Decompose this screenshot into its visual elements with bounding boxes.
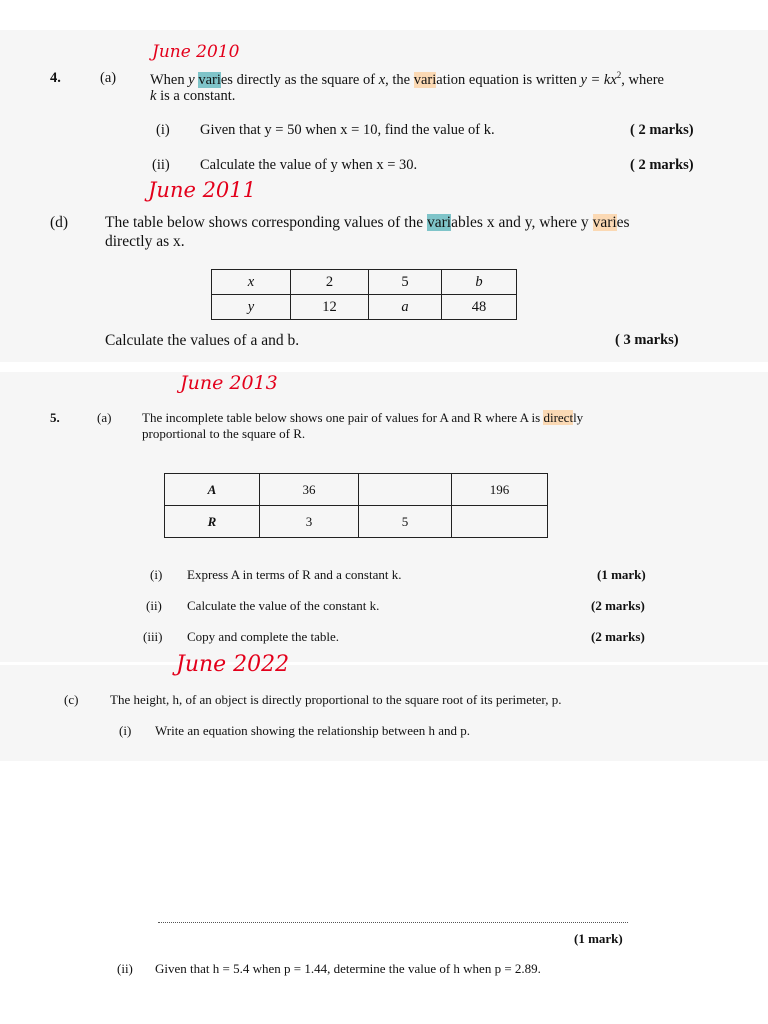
- answer-dotted-line[interactable]: [158, 922, 628, 923]
- q5c-i-label: (i): [119, 723, 132, 738]
- year-label-june-2011: June 2011: [148, 178, 257, 202]
- q4d-line1: [105, 214, 630, 232]
- table-cell: 196: [452, 474, 548, 506]
- q5-ii-marks: (2 marks): [591, 598, 645, 613]
- q4d-w3: es: [616, 214, 630, 231]
- highlight-vari-4: vari: [592, 214, 617, 231]
- q4a-k: k: [150, 88, 157, 104]
- q5-i-text: Express A in terms of R and a constant k.: [187, 567, 402, 582]
- table-cell: A: [165, 474, 260, 506]
- table-cell: R: [165, 506, 260, 538]
- highlight-direct: direct: [543, 410, 574, 425]
- q4-i-text: Given that y = 50 when x = 10, find the value of k.: [200, 122, 495, 138]
- q5-i-marks: (1 mark): [597, 567, 646, 582]
- year-label-june-2022: June 2022: [176, 652, 290, 677]
- q4d-line2: directly as x.: [105, 233, 185, 250]
- table-cell: [359, 474, 452, 506]
- q5c-ii-label: (ii): [117, 961, 133, 976]
- year-label-june-2010: June 2010: [152, 42, 240, 62]
- q4-ii-marks: ( 2 marks): [630, 157, 694, 173]
- q4a-line2-rest: is a constant.: [160, 88, 236, 104]
- highlight-vari-1: vari: [198, 71, 221, 88]
- q5-values-table: [164, 473, 548, 538]
- q5a-line1a: The incomplete table below shows one pair of values for A and R where A is: [142, 410, 541, 425]
- q5-iii-label: (iii): [143, 629, 163, 644]
- q4a-y: y: [188, 71, 195, 88]
- highlight-vari-3: vari: [426, 214, 452, 231]
- q4-part-a-label: (a): [100, 70, 117, 86]
- q5a-line1: [142, 410, 583, 426]
- q4a-sup: 2: [616, 70, 622, 80]
- q4-i-marks: ( 2 marks): [630, 122, 694, 138]
- q5-i-label: (i): [150, 567, 163, 582]
- q4d-marks: ( 3 marks): [615, 332, 679, 348]
- table-cell: x: [212, 270, 291, 295]
- q5-iii-marks: (2 marks): [591, 629, 645, 644]
- q4d-w2: ables x and y, where y: [451, 214, 589, 231]
- q5-ii-text: Calculate the value of the constant k.: [187, 598, 380, 613]
- q5a-line1b: ly: [573, 410, 584, 425]
- q5c-i-text: Write an equation showing the relationship between h and p.: [155, 723, 471, 738]
- table-cell: a: [369, 295, 442, 320]
- q5c-i-marks: (1 mark): [574, 931, 623, 946]
- question-number-5: 5.: [50, 410, 60, 425]
- table-cell: 36: [260, 474, 359, 506]
- table-cell: 5: [359, 506, 452, 538]
- page-band-lower: [0, 665, 768, 761]
- table-cell: 48: [442, 295, 517, 320]
- highlight-vari-2: vari: [413, 71, 437, 88]
- table-row: [165, 506, 548, 538]
- table-cell: b: [442, 270, 517, 295]
- q5c-text: The height, h, of an object is directly proportional to the square root of its perimeter, p.: [110, 692, 562, 707]
- q4a-line1: [150, 70, 664, 89]
- q4a-equation: y = kx: [580, 71, 617, 88]
- table-cell: 2: [291, 270, 369, 295]
- q4-ii-text: Calculate the value of y when x = 30.: [200, 157, 418, 173]
- table-row: [165, 474, 548, 506]
- q4-ii-label: (ii): [152, 157, 170, 173]
- q5a-line2: proportional to the square of R.: [142, 426, 306, 441]
- q5-ii-label: (ii): [146, 598, 162, 613]
- q4a-w4: ation equation is written: [436, 71, 577, 88]
- table-cell: 12: [291, 295, 369, 320]
- q4d-part-label: (d): [50, 214, 69, 231]
- q4d-question: Calculate the values of a and b.: [105, 332, 300, 349]
- question-number-4: 4.: [50, 70, 61, 86]
- table-row: [212, 270, 517, 295]
- q4a-x: x: [378, 71, 386, 88]
- q5c-ii-text: Given that h = 5.4 when p = 1.44, determine the value of h when p = 2.89.: [155, 961, 541, 976]
- q4a-w3: , the: [385, 71, 411, 88]
- table-cell: [452, 506, 548, 538]
- q4d-values-table: [211, 269, 517, 320]
- q4a-w5: , where: [621, 71, 664, 88]
- table-cell: 3: [260, 506, 359, 538]
- table-row: [212, 295, 517, 320]
- q4a-line2: [150, 88, 235, 105]
- q5c-part-label: (c): [64, 692, 79, 707]
- q4-i-label: (i): [156, 122, 170, 138]
- table-cell: y: [212, 295, 291, 320]
- table-cell: 5: [369, 270, 442, 295]
- q4d-w1: The table below shows corresponding values of the: [105, 214, 424, 231]
- q5-iii-text: Copy and complete the table.: [187, 629, 339, 644]
- q5-part-a-label: (a): [97, 410, 112, 425]
- year-label-june-2013: June 2013: [180, 372, 278, 394]
- q4a-w2: es directly as the square of: [220, 71, 376, 88]
- q4a-w1: When: [150, 71, 185, 88]
